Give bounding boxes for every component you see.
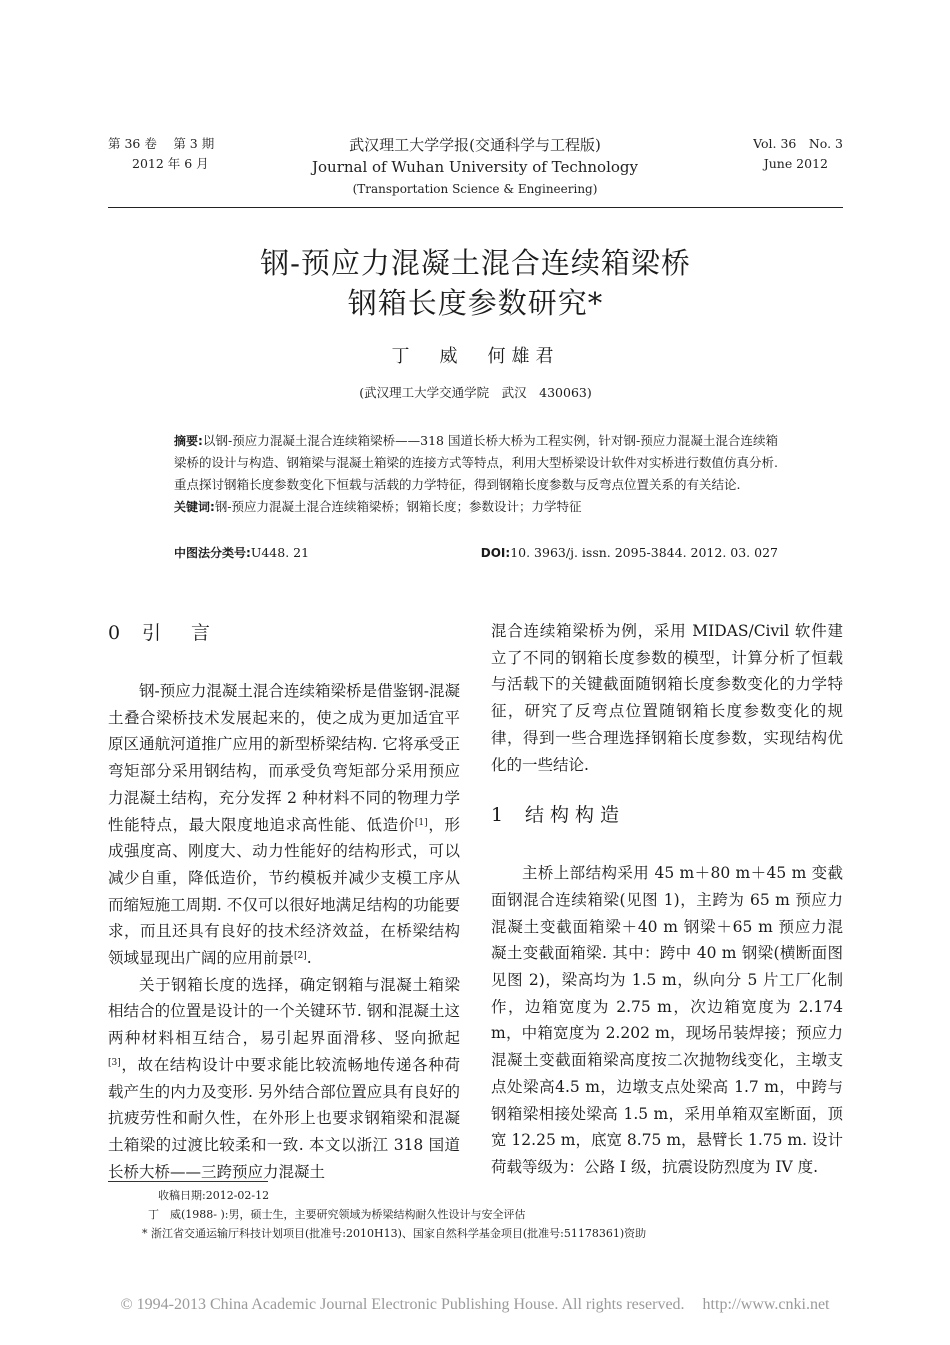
section-heading-introduction — [108, 618, 460, 648]
keywords-label: 关键词: — [174, 500, 215, 514]
section-heading-structure — [491, 800, 843, 830]
footnote-received-date: 收稿日期:2012-02-12 — [158, 1189, 270, 1202]
paragraph-text: . — [306, 949, 312, 968]
copyright-text: © 1994-2013 China Academic Journal Electronic Publishing House. All rights reserved. — [120, 1296, 685, 1313]
body-column-right — [491, 618, 843, 1181]
section-title: 引言 — [142, 622, 241, 644]
intro-paragraph-2 — [108, 972, 460, 1186]
section-number: 0 — [108, 622, 122, 644]
journal-name-chinese: 武汉理工大学学报(交通科学与工程版) — [349, 136, 601, 154]
header-date: 2012 年 6 月 — [132, 156, 209, 171]
section-number: 1 — [491, 804, 505, 827]
spacer — [108, 658, 460, 678]
body-column-left — [108, 618, 460, 1185]
author-list: 丁 威 何雄君 — [391, 346, 560, 367]
header-volume-issue: 第 36 卷 第 3 期 — [108, 136, 215, 151]
author-affiliation: (武汉理工大学交通学院 武汉 430063) — [359, 385, 592, 400]
citation-link[interactable]: [3] — [108, 1057, 121, 1068]
citation-link[interactable]: [2] — [294, 951, 307, 962]
doi-value: 10. 3963/j. issn. 2095-3844. 2012. 03. 027 — [510, 545, 778, 560]
header-issue-info — [108, 134, 214, 174]
paragraph-text: ，形成强度高、刚度大、动力性能好的结构形式，可以减少自重，降低造价，节约模板并减少支模工序从而缩短施工周期. 不仅可以很好地满足结构的功能要求，而且还具有良好的技术经济效益，在桥梁结构领域显现出广阔的应用前景 — [108, 815, 460, 968]
cnki-url-link[interactable]: http://www.cnki.net — [702, 1296, 830, 1313]
abstract-text: 以钢-预应力混凝土混合连续箱梁桥——318 国道长桥大桥为工程实例，针对钢-预应力混凝土混合连续箱梁桥的设计与构造、钢箱梁与混凝土箱梁的连接方式等特点，利用大型桥梁设计软件对实桥进行数值仿真分析. 重点探讨钢箱长度参数变化下恒载与活载的力学特征，得到钢箱长度参数与反弯点位置关系的有关结论. — [174, 433, 779, 492]
spacer — [491, 778, 843, 800]
spacer — [491, 840, 843, 860]
clc-number: U448. 21 — [250, 545, 310, 560]
structure-paragraph-1: 主桥上部结构采用 45 m＋80 m＋45 m 变截面钢混合连续箱梁(见图 1)，主跨为 65 m 预应力混凝土变截面箱梁＋40 m 钢梁＋65 m 预应力混凝土变截面箱梁. 其中：跨中 40 m 钢梁(横断面图见图 2)，梁高均为 1.5 m，纵向分 5 片工厂化制作，边箱宽度为 2.75 m，次边箱宽度为 2.174 m，中箱宽度为 2.202 m，现场吊装焊接；预应力混凝土变截面箱梁高度按二次抛物线变化，主墩支点处梁高4.5 m，边墩支点处梁高 1.7 m，中跨与钢箱梁相接处梁高 1.5 m，采用单箱双室断面，顶宽 12.25 m，底宽 8.75 m，悬臂长 1.75 m. 设计荷载等级为：公路 I 级，抗震设防烈度为 IV 度. — [491, 864, 843, 1176]
header-vol-no: Vol. 36 No. 3 — [753, 136, 843, 151]
doi-label: DOI: — [480, 546, 511, 560]
journal-subtitle-english: (Transportation Science & Engineering) — [352, 182, 598, 196]
classification-row — [174, 542, 778, 564]
paragraph-text: 关于钢箱长度的选择，确定钢箱与混凝土箱梁相结合的位置是设计的一个关键环节. 钢和混凝土这两种材料相互结合，易引起界面滑移、竖向掀起 — [108, 975, 460, 1048]
footnote-funding: * 浙江省交通运输厅科技计划项目(批准号:2010H13)、国家自然科学基金项目(批准号:51178361)资助 — [142, 1227, 647, 1240]
keywords — [174, 496, 778, 518]
journal-name-english: Journal of Wuhan University of Technology — [311, 158, 638, 176]
header-rule — [108, 207, 843, 208]
title-line-1: 钢-预应力混凝土混合连续箱梁桥 — [260, 246, 691, 280]
header-journal-name — [290, 134, 660, 200]
title-line-2: 钢箱长度参数研究* — [347, 286, 604, 320]
citation-link[interactable]: [1] — [414, 817, 428, 828]
footnote-author-bio: 丁 威(1988- ):男，硕士生，主要研究领域为桥梁结构耐久性设计与安全评估 — [148, 1208, 526, 1221]
paragraph-text: 钢-预应力混凝土混合连续箱梁桥是借鉴钢-混凝土叠合梁桥技术发展起来的，使之成为更加适宜平原区通航河道推广应用的新型桥梁结构. 它将承受正弯矩部分采用钢结构，而承受负弯矩部分采用预应力混凝土结构，充分发挥 2 种材料不同的物理力学性能特点，最大限度地追求高性能、低造价 — [108, 682, 460, 834]
doi — [481, 542, 778, 564]
paragraph-text: ，故在结构设计中要求能比较流畅地传递各种荷载产生的内力及变形. 另外结合部位置应具有良好的抗疲劳性和耐久性，在外形上也要求钢箱梁和混凝土箱梁的过渡比较柔和一致. 本文以浙江 318 国道长桥大桥——三跨预应力混凝土 — [108, 1055, 460, 1181]
copyright-notice — [0, 1296, 950, 1314]
keywords-text: 钢-预应力混凝土混合连续箱梁桥；钢箱长度；参数设计；力学特征 — [214, 499, 582, 514]
footnote-rule — [108, 1181, 268, 1182]
footnotes — [142, 1186, 838, 1243]
clc-label: 中图法分类号: — [174, 546, 251, 560]
intro-paragraph-2-continued: 混合连续箱梁桥为例，采用 MIDAS/Civil 软件建立了不同的钢箱长度参数的模型，计算分析了恒载与活载下的关键截面随钢箱长度参数变化的力学特征，研究了反弯点位置随钢箱长度参数变化的规律，得到一些合理选择钢箱长度参数，实现结构优化的一些结论. — [491, 622, 843, 774]
abstract-block — [174, 430, 778, 518]
intro-paragraph-1 — [108, 678, 460, 972]
paper-title — [108, 243, 843, 323]
header-month-year: June 2012 — [763, 156, 828, 171]
header-volume-info — [690, 134, 843, 174]
abstract-label: 摘要: — [174, 434, 203, 448]
abstract — [174, 430, 778, 496]
section-title: 结构构造 — [525, 804, 626, 827]
